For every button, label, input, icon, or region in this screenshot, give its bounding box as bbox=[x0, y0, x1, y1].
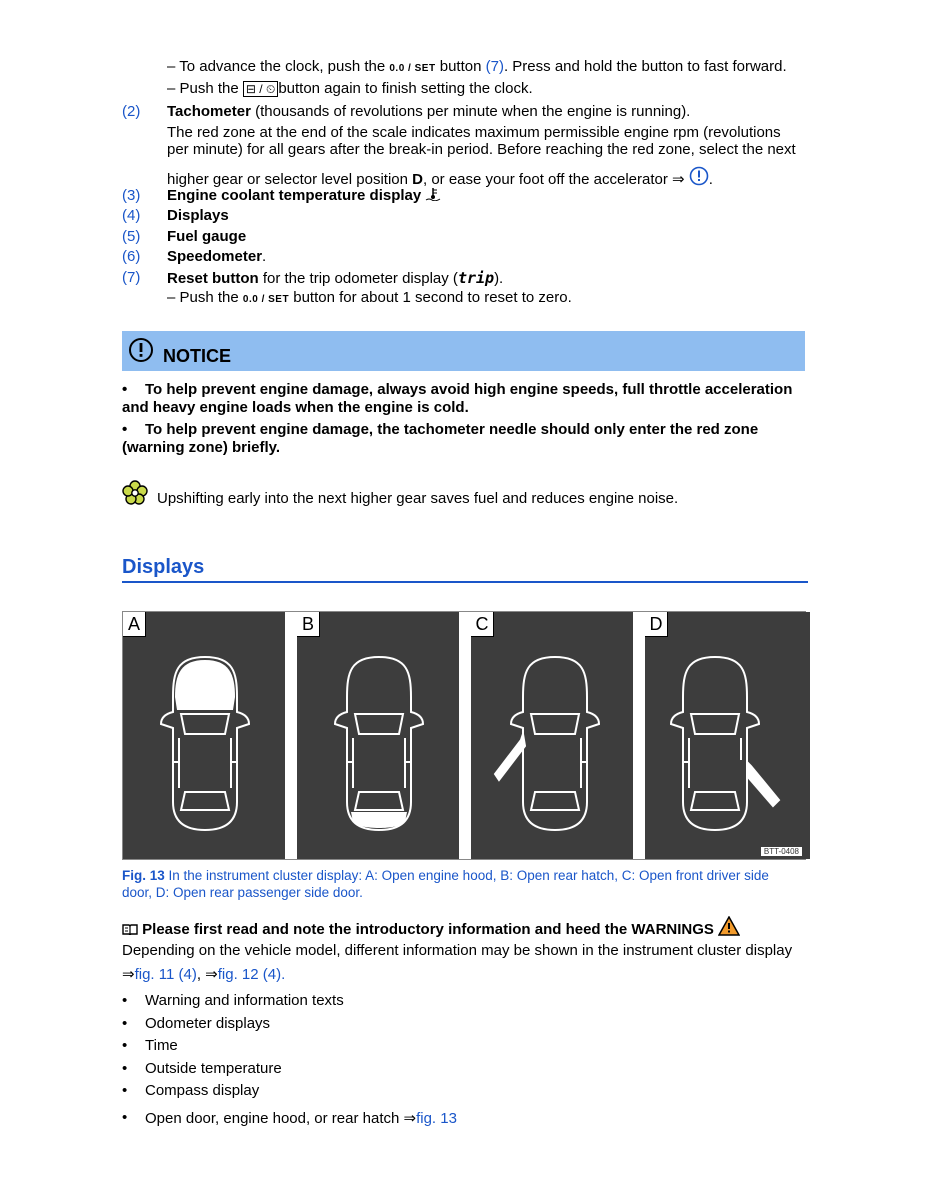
fig-13-link[interactable]: fig. 13 bbox=[416, 1110, 457, 1127]
notice-circle-icon[interactable] bbox=[689, 166, 709, 186]
tachometer-item: Tachometer (thousands of revolutions per minute when the engine is running). bbox=[167, 103, 691, 120]
item-number: (5) bbox=[122, 228, 141, 245]
panel-label: C bbox=[471, 612, 494, 637]
intro-text: Depending on the vehicle model, different information may be shown in the instrument cluster display bbox=[122, 942, 793, 959]
clock-button-symbol: ⊟ / ⏲ bbox=[243, 81, 278, 97]
car-rear-hatch-open-icon bbox=[329, 642, 429, 842]
clock-finish-line: – Push the ⊟ / ⏲ button again to finish setting the clock. bbox=[167, 80, 533, 97]
notice-icon bbox=[128, 337, 154, 363]
bullet-dot: • bbox=[122, 1109, 128, 1126]
fig-11-link[interactable]: fig. 11 (4) bbox=[134, 966, 197, 983]
coolant-item: Engine coolant temperature display bbox=[167, 187, 441, 205]
car-rear-passenger-door-open-icon bbox=[655, 642, 805, 842]
book-icon bbox=[122, 923, 138, 935]
figure-caption: door, D: Open rear passenger side door. bbox=[122, 885, 363, 900]
panel-label: D bbox=[645, 612, 668, 637]
bullet-dot: • bbox=[122, 381, 128, 398]
trip-symbol: trip bbox=[457, 269, 495, 287]
ref-link[interactable]: (7) bbox=[485, 58, 504, 75]
list-item: Compass display bbox=[145, 1082, 260, 1099]
item-number: (3) bbox=[122, 187, 141, 204]
list-item: Open door, engine hood, or rear hatch ⇒fig. 13 bbox=[145, 1110, 457, 1127]
coolant-temperature-icon bbox=[425, 187, 441, 201]
panel-b bbox=[297, 612, 462, 859]
item-number: (4) bbox=[122, 207, 141, 224]
warning-triangle-icon[interactable] bbox=[718, 916, 740, 936]
panel-separator bbox=[633, 612, 645, 859]
fig-12-link[interactable]: fig. 12 (4) bbox=[217, 966, 282, 983]
reset-button-item: Reset button for the trip odometer display (trip). bbox=[167, 269, 504, 287]
displays-item: Displays bbox=[167, 207, 229, 224]
list-item: Odometer displays bbox=[145, 1015, 271, 1032]
set-button-symbol: 0.0 / SET bbox=[242, 294, 290, 305]
paragraph-line: per minute) for all gears after the break-in period. Before reaching the red zone, select the next bbox=[167, 141, 796, 158]
bullet-dot: • bbox=[122, 1060, 128, 1077]
panel-d bbox=[645, 612, 810, 859]
figure-caption: Fig. 13 In the instrument cluster display: A: Open engine hood, B: Open rear hatch, C: Open front driver side bbox=[122, 868, 769, 883]
car-hood-open-icon bbox=[155, 642, 255, 842]
bullet-dot: • bbox=[122, 1082, 128, 1099]
bullet-dot: • bbox=[122, 1037, 128, 1054]
section-heading: Displays bbox=[122, 556, 205, 578]
panel-separator bbox=[285, 612, 297, 859]
panel-separator bbox=[459, 612, 471, 859]
read-first-note: Please first read and note the introductory information and heed the WARNINGS bbox=[122, 916, 740, 939]
notice-text: To help prevent engine damage, always avoid high engine speeds, full throttle acceleration bbox=[145, 381, 793, 398]
bullet-dot: • bbox=[122, 992, 128, 1009]
set-button-symbol: 0.0 / SET bbox=[389, 63, 436, 74]
figure-13 bbox=[122, 611, 806, 860]
environment-flower-icon bbox=[122, 480, 148, 506]
item-number: (6) bbox=[122, 248, 141, 265]
notice-text: To help prevent engine damage, the tachometer needle should only enter the red zone bbox=[145, 421, 759, 438]
list-item: Outside temperature bbox=[145, 1060, 282, 1077]
heading-rule bbox=[122, 581, 808, 583]
paragraph-line: higher gear or selector level position D, or ease your foot off the accelerator ⇒ . bbox=[167, 166, 713, 189]
item-number: (7) bbox=[122, 269, 141, 286]
intro-refs: ⇒fig. 11 (4), ⇒fig. 12 (4). bbox=[122, 966, 286, 983]
panel-a bbox=[123, 612, 288, 859]
notice-text: and heavy engine loads when the engine is cold. bbox=[122, 399, 469, 416]
item-number: (2) bbox=[122, 103, 141, 120]
bullet-dot: • bbox=[122, 421, 128, 438]
list-item: Time bbox=[145, 1037, 178, 1054]
bullet-dot: • bbox=[122, 1015, 128, 1032]
fuel-gauge-item: Fuel gauge bbox=[167, 228, 247, 245]
speedometer-item: Speedometer. bbox=[167, 248, 267, 265]
reset-instruction: – Push the 0.0 / SET button for about 1 second to reset to zero. bbox=[167, 289, 572, 306]
tip-text: Upshifting early into the next higher gear saves fuel and reduces engine noise. bbox=[157, 490, 679, 507]
panel-c bbox=[471, 612, 636, 859]
clock-advance-line: – To advance the clock, push the 0.0 / SET button (7). Press and hold the button to fast forward. bbox=[167, 58, 787, 75]
notice-bar bbox=[122, 331, 805, 371]
figure-code: BTT-0408 bbox=[761, 847, 802, 856]
panel-label: A bbox=[123, 612, 146, 637]
car-driver-door-open-icon bbox=[485, 642, 625, 842]
notice-text: (warning zone) briefly. bbox=[122, 439, 281, 456]
panel-label: B bbox=[297, 612, 320, 637]
list-item: Warning and information texts bbox=[145, 992, 344, 1009]
notice-title: NOTICE bbox=[163, 346, 232, 366]
paragraph-line: The red zone at the end of the scale indicates maximum permissible engine rpm (revolutions bbox=[167, 124, 781, 141]
